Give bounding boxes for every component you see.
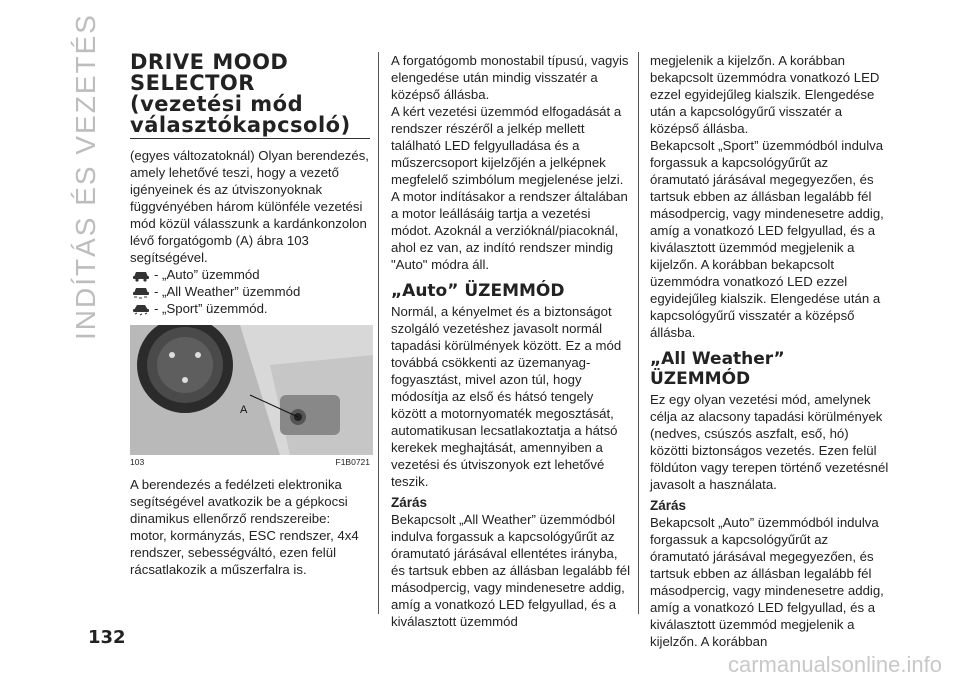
paragraph: Bekapcsolt „Sport” üzemmódból indulva forgassuk a kapcsológyűrűt az óramutató járásával megegyezően, és tartsuk ebben az állásban legalább fél másodpercig, vagy mindenesetre addig, amíg a vonatkozó LED felgyullad, és a kiválasztott üzemmód megjelenik a kijelzőn. A korábban bekapcsolt üzemmódra vonatkozó LED ezzel egyidejűleg kialszik. Elengedése után a kapcsológyűrű visszatér a középső állásba. xyxy=(650,138,884,340)
mode-item-allweather xyxy=(130,283,370,300)
console-photo-illustration xyxy=(130,325,373,455)
paragraph: Bekapcsolt „Auto” üzemmódból indulva forgassuk a kapcsológyűrűt az óramutató járásával megegyezően, és tartsuk ebben az állásban legalább fél másodpercig, vagy mindenesetre addig, amíg a vonatkozó LED felgyullad, és a kiválasztott üzemmód megjelenik a kijelzőn. A korábban xyxy=(650,515,884,649)
mode-label: - „All Weather” üzemmód xyxy=(154,284,301,299)
column-divider xyxy=(378,52,379,614)
figure-callout-label: A xyxy=(240,404,248,416)
section-side-tab-label: INDÍTÁS ÉS VEZETÉS xyxy=(70,13,101,340)
car-sport-icon xyxy=(132,302,150,316)
section-heading-allweather: „All Weather” ÜZEMMÓD xyxy=(650,349,785,389)
page-number: 132 xyxy=(88,627,126,648)
intro-paragraph: (egyes változatoknál) Olyan berendezés, amely lehetővé teszi, hogy a vezető igényeinek és az útviszonyoknak függvényében három különféle vezetési mód közül válasszunk a kardánkonzolon lévő forgatógomb (A) ábra 103 segítségével. xyxy=(130,148,369,265)
site-watermark: carmanualsonline.info xyxy=(727,652,942,677)
title-line: SELECTOR xyxy=(130,71,255,95)
after-figure-paragraph: A berendezés a fedélzeti elektronika segítségével avatkozik be a gépkocsi dinamikus ellenőrző rendszereibe: motor, kormányzás, ESC rendszer, 4x4 rendszer, sebességváltó, ezen felül rácsatlakozik a műszerfalra is. xyxy=(130,477,359,577)
car-auto-icon xyxy=(132,268,150,282)
subheading-zaras: Zárás xyxy=(650,498,687,513)
paragraph: Normál, a kényelmet és a biztonságot szolgáló vezetéshez javasolt normál tapadási körülmények között. Ez a mód továbbá csökkenti az üzemanyag-fogyasztást, mivel azon túl, hogy módosítja az első és hátsó tengely között a motornyomaték megosztását, automatikusan lecsatlakoztatja a hátsó kerekek meghajtását, amennyiben a vezetési és útviszonyok ezt lehetővé teszik. xyxy=(391,304,622,489)
column-1 xyxy=(130,52,370,578)
mode-label: - „Auto” üzemmód xyxy=(154,267,260,282)
paragraph: A kért vezetési üzemmód elfogadását a rendszer részéről a jelkép mellett található LED felgyulladása és a műszercsoport kijelzőjén a jelképnek megfelelő szimbólum megjelenése jelzi. xyxy=(391,104,624,187)
page-title xyxy=(130,52,370,136)
paragraph: Bekapcsolt „All Weather” üzemmódból indulva forgassuk a kapcsológyűrűt az óramutató járásával ellentétes irányba, és tartsuk ebben az állásban legalább fél másodpercig, vagy mindenesetre addig, amíg a vonatkozó LED felgyullad, és a kiválasztott üzemmód xyxy=(391,512,631,629)
mode-item-auto xyxy=(130,266,370,283)
column-3 xyxy=(650,52,890,650)
paragraph: Ez egy olyan vezetési mód, amelynek célja az alacsony tapadási körülmények (nedves, csúszós aszfalt, eső, hó) közötti biztonságos vezetés. Ezen felül földúton vagy terepen történő vezetésnél javasolt a használata. xyxy=(650,392,889,492)
title-line: választókapcsoló) xyxy=(130,113,351,137)
paragraph: megjelenik a kijelzőn. A korábban bekapcsolt üzemmódra vonatkozó LED ezzel egyidejűleg kialszik. Elengedése után a kapcsológyűrű visszatér a középső állásba. xyxy=(650,53,880,136)
column-2 xyxy=(391,52,631,630)
figure-number: 103 xyxy=(130,457,145,467)
section-side-tab xyxy=(70,13,120,340)
mode-item-sport xyxy=(130,300,370,317)
column-divider xyxy=(638,52,639,614)
title-divider xyxy=(130,138,370,139)
title-line: DRIVE MOOD xyxy=(130,50,289,74)
figure-photo xyxy=(130,325,373,455)
paragraph: A forgatógomb monostabil típusú, vagyis elengedése után mindig visszatér a középső állásba. xyxy=(391,53,629,102)
mode-label: - „Sport” üzemmód. xyxy=(154,301,268,316)
car-allweather-icon xyxy=(132,285,150,299)
paragraph: A motor indításakor a rendszer általában a motor leállásáig tartja a vezetési módot. Azoknál a verzióknál/piacoknál, ahol ez van, az indító rendszer mindig "Auto" módra áll. xyxy=(391,189,628,272)
title-line: (vezetési mód xyxy=(130,92,304,116)
figure-caption xyxy=(130,457,370,468)
section-heading-auto: „Auto” ÜZEMMÓD xyxy=(391,281,565,301)
figure-code: F1B0721 xyxy=(335,457,370,467)
subheading-zaras: Zárás xyxy=(391,495,428,510)
